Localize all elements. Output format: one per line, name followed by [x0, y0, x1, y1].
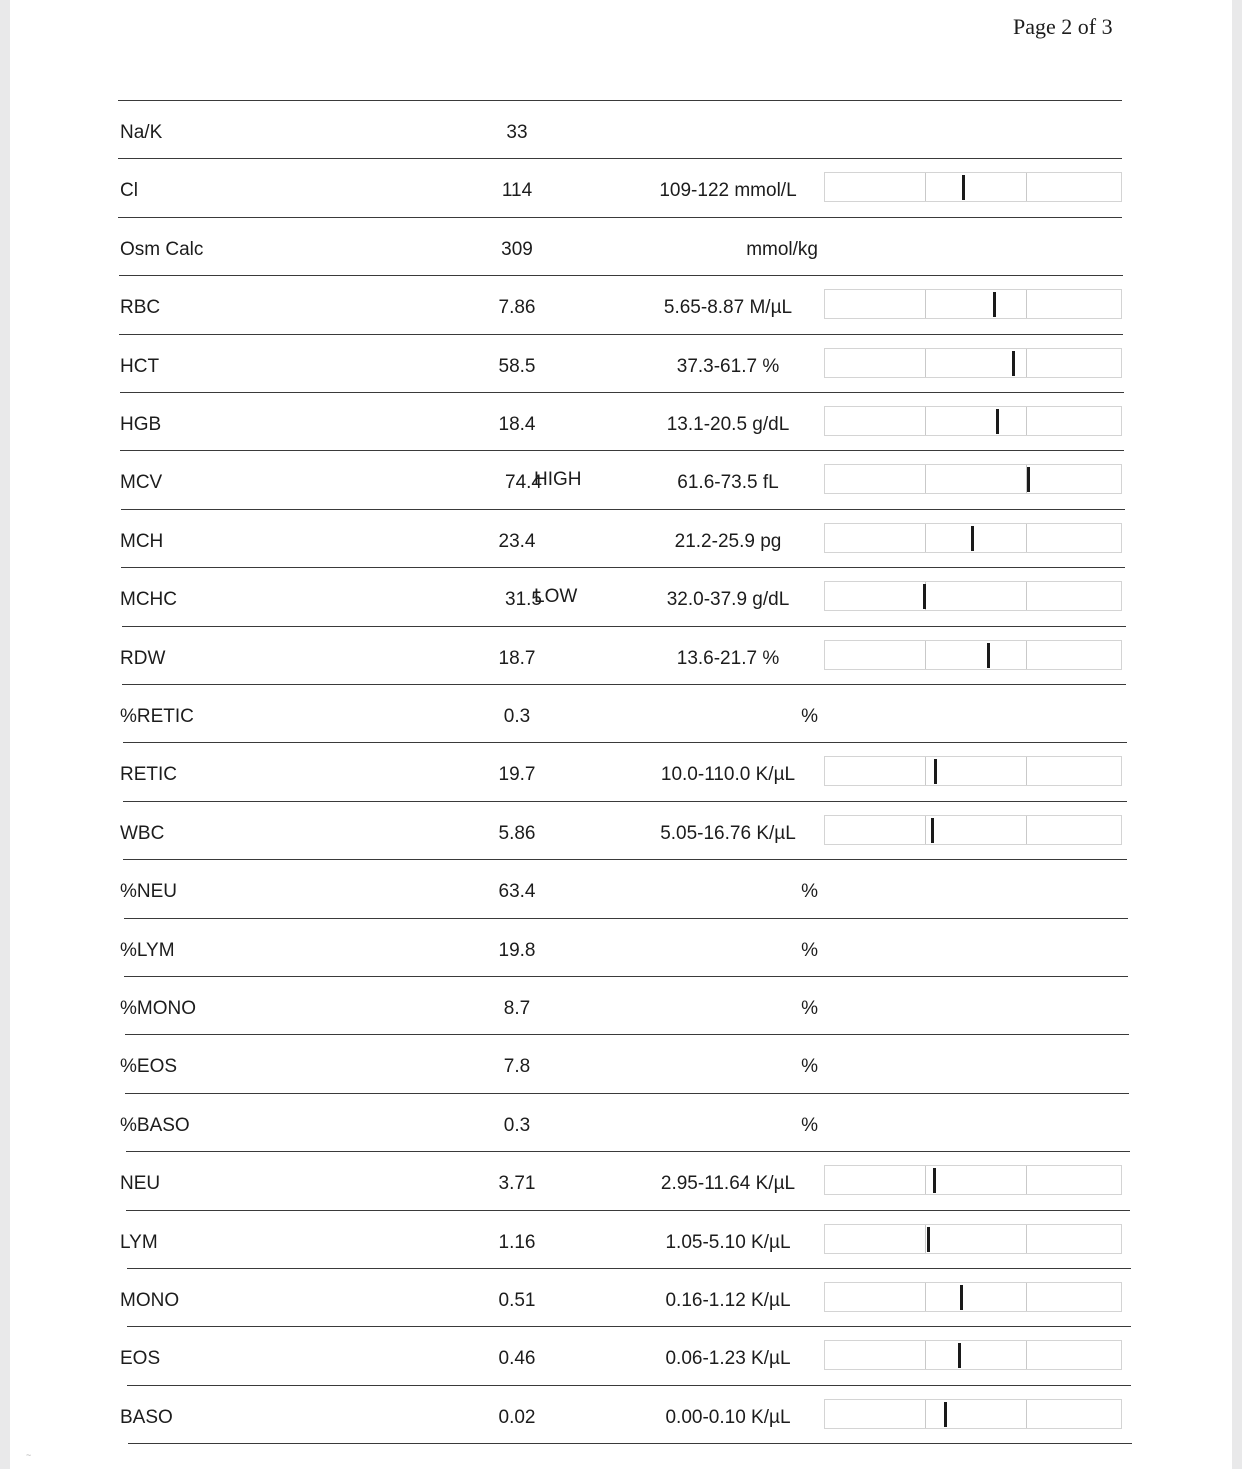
range-values: 32.0-37.9 [666, 589, 748, 611]
range-values: 0.00-0.10 [665, 1406, 746, 1428]
reference-range [622, 648, 834, 670]
abnormal-flag: HIGH [534, 469, 582, 491]
report-page [10, 0, 1232, 1469]
range-values: 10.0-110.0 [660, 764, 751, 786]
test-name: MCHC [120, 589, 177, 611]
range-gauge [824, 523, 1122, 553]
reference-range [622, 414, 834, 436]
range-gauge [824, 1165, 1122, 1195]
range-gauge [824, 464, 1122, 494]
test-value: 114 [501, 180, 533, 202]
normal-range-band [925, 757, 1027, 785]
normal-range-band [925, 1225, 1027, 1253]
test-name: BASO [120, 1406, 173, 1428]
reference-range [622, 297, 834, 319]
result-row [10, 1151, 1232, 1209]
reference-range [622, 1173, 834, 1195]
range-unit: mmol/L [734, 180, 797, 202]
result-row [10, 100, 1232, 158]
test-value: 8.7 [503, 998, 531, 1019]
result-row [10, 275, 1232, 333]
test-name: %LYM [120, 939, 175, 961]
result-row [10, 567, 1232, 625]
page-number: Page 2 of 3 [1013, 14, 1113, 39]
test-value: 3.71 [498, 1173, 536, 1195]
range-values: 0.06-1.23 [665, 1348, 746, 1370]
value-marker [971, 526, 974, 551]
range-unit: % [762, 355, 780, 377]
range-gauge [824, 1282, 1122, 1312]
test-value: 19.8 [498, 939, 536, 961]
test-value: 0.46 [498, 1348, 536, 1370]
range-values: 5.05-16.76 [660, 822, 752, 844]
value-marker [962, 175, 965, 200]
range-values: 109-122 [659, 180, 730, 202]
test-name: RBC [120, 297, 161, 319]
range-unit: fL [762, 472, 779, 494]
result-row [10, 742, 1232, 800]
range-values: 21.2-25.9 [674, 530, 755, 552]
abnormal-flag: LOW [534, 586, 578, 608]
range-gauge [824, 289, 1122, 319]
result-row [10, 1326, 1232, 1384]
result-row [10, 1385, 1232, 1443]
test-name: %BASO [120, 1114, 190, 1136]
value-marker [1012, 351, 1015, 376]
test-value: 18.4 [498, 414, 536, 435]
reference-range [622, 940, 818, 962]
reference-range [622, 764, 834, 786]
test-name: EOS [120, 1348, 161, 1370]
range-unit: % [801, 939, 818, 961]
value-marker [927, 1227, 930, 1252]
test-value: 63.4 [498, 881, 536, 903]
test-value: 0.3 [503, 1114, 531, 1136]
range-gauge [824, 756, 1122, 786]
range-unit: % [801, 706, 818, 727]
value-marker [993, 292, 996, 317]
test-name: %NEU [120, 881, 178, 903]
test-name: RETIC [120, 764, 177, 786]
test-name: WBC [120, 822, 165, 844]
test-value: 23.4 [498, 530, 536, 552]
test-name: %RETIC [120, 706, 194, 727]
range-gauge [824, 406, 1122, 436]
test-name: HGB [120, 414, 162, 435]
test-name: MONO [120, 1290, 180, 1311]
result-row [10, 158, 1232, 216]
test-value: 0.51 [498, 1290, 536, 1311]
normal-range-band [925, 1400, 1027, 1428]
corner-scan-mark: ~ [26, 1450, 32, 1460]
range-unit: K/µL [751, 1231, 791, 1253]
normal-range-band [925, 1341, 1027, 1369]
reference-range [622, 1232, 834, 1254]
range-unit: pg [760, 530, 782, 552]
range-unit: % [801, 1056, 818, 1078]
normal-range-band [925, 407, 1027, 435]
result-row [10, 1034, 1232, 1092]
range-unit: % [762, 647, 780, 669]
test-value: 7.8 [503, 1056, 531, 1078]
test-value: 18.7 [498, 647, 536, 669]
normal-range-band [925, 290, 1027, 318]
result-row [10, 918, 1232, 976]
row-divider [128, 1443, 1132, 1444]
value-marker [987, 643, 990, 668]
normal-range-band [925, 1166, 1027, 1194]
range-values: 5.65-8.87 [663, 297, 745, 319]
result-row [10, 684, 1232, 742]
range-values: 37.3-61.7 [676, 355, 758, 377]
range-gauge [824, 640, 1122, 670]
test-value: 0.3 [503, 706, 531, 727]
reference-range [622, 1348, 834, 1370]
range-unit: K/µL [755, 1173, 796, 1195]
test-name: NEU [120, 1173, 161, 1195]
test-value: 31.5 [505, 589, 542, 611]
test-name: Cl [120, 180, 138, 202]
normal-range-band [925, 1283, 1027, 1311]
test-value: 33 [506, 122, 528, 143]
reference-range [622, 1115, 818, 1137]
result-row [10, 450, 1232, 508]
test-value: 1.16 [498, 1231, 536, 1253]
result-row [10, 1210, 1232, 1268]
range-gauge [824, 1224, 1122, 1254]
range-unit: g/dL [752, 589, 790, 611]
range-unit: K/µL [751, 1406, 791, 1428]
range-values: 2.95-11.64 [660, 1173, 751, 1195]
reference-range [622, 180, 834, 202]
normal-range-band [925, 465, 1027, 493]
value-marker [960, 1285, 963, 1310]
test-name: LYM [120, 1231, 158, 1253]
result-row [10, 334, 1232, 392]
reference-range [622, 1056, 818, 1078]
test-name: MCV [120, 472, 163, 494]
range-unit: K/µL [751, 1348, 791, 1370]
result-row [10, 976, 1232, 1034]
reference-range [622, 1407, 834, 1429]
range-unit: K/µL [755, 764, 796, 786]
reference-range [622, 823, 834, 845]
result-row [10, 1268, 1232, 1326]
range-gauge [824, 1340, 1122, 1370]
result-row [10, 509, 1232, 567]
result-row [10, 801, 1232, 859]
range-unit: % [801, 998, 818, 1019]
value-marker [933, 1168, 936, 1193]
range-unit: mmol/kg [746, 238, 818, 260]
range-gauge [824, 172, 1122, 202]
range-gauge [824, 815, 1122, 845]
reference-range [622, 239, 818, 261]
range-unit: K/µL [756, 822, 796, 844]
test-name: MCH [120, 530, 164, 552]
range-values: 13.1-20.5 [666, 414, 748, 435]
value-marker [931, 818, 934, 843]
range-unit: % [801, 881, 818, 903]
result-row [10, 217, 1232, 275]
normal-range-band [925, 173, 1027, 201]
value-marker [1027, 467, 1030, 492]
reference-range [622, 998, 818, 1020]
result-row [10, 392, 1232, 450]
reference-range [622, 589, 834, 611]
result-row [10, 859, 1232, 917]
test-name: %MONO [120, 998, 196, 1019]
range-unit: M/µL [749, 297, 793, 319]
result-row [10, 1093, 1232, 1151]
range-gauge [824, 1399, 1122, 1429]
reference-range [622, 1290, 834, 1312]
result-row [10, 626, 1232, 684]
test-value: 7.86 [498, 297, 536, 319]
value-marker [923, 584, 926, 609]
reference-range [622, 472, 834, 494]
range-unit: K/µL [751, 1290, 791, 1311]
range-unit: g/dL [752, 414, 790, 435]
test-value: 58.5 [498, 355, 536, 377]
value-marker [996, 409, 999, 434]
reference-range [622, 531, 834, 553]
test-name: HCT [120, 355, 160, 377]
range-values: 13.6-21.7 [676, 647, 758, 669]
test-name: Na/K [120, 122, 163, 143]
range-values: 0.16-1.12 [665, 1290, 746, 1311]
test-name: RDW [120, 647, 166, 669]
range-unit: % [801, 1114, 818, 1136]
test-value: 5.86 [498, 822, 536, 844]
normal-range-band [925, 816, 1027, 844]
value-marker [958, 1343, 961, 1368]
range-values: 1.05-5.10 [665, 1231, 746, 1253]
value-marker [934, 759, 937, 784]
test-value: 0.02 [498, 1406, 536, 1428]
test-name: Osm Calc [120, 238, 204, 260]
range-gauge [824, 581, 1122, 611]
test-value: 74.4 [505, 472, 542, 494]
range-values: 61.6-73.5 [677, 472, 758, 494]
reference-range [622, 881, 818, 903]
test-value: 19.7 [498, 764, 536, 786]
normal-range-band [925, 524, 1027, 552]
reference-range [622, 356, 834, 378]
value-marker [944, 1402, 947, 1427]
test-value: 309 [501, 238, 533, 260]
range-gauge [824, 348, 1122, 378]
normal-range-band [925, 582, 1027, 610]
reference-range [622, 706, 818, 728]
test-name: %EOS [120, 1056, 178, 1078]
normal-range-band [925, 641, 1027, 669]
